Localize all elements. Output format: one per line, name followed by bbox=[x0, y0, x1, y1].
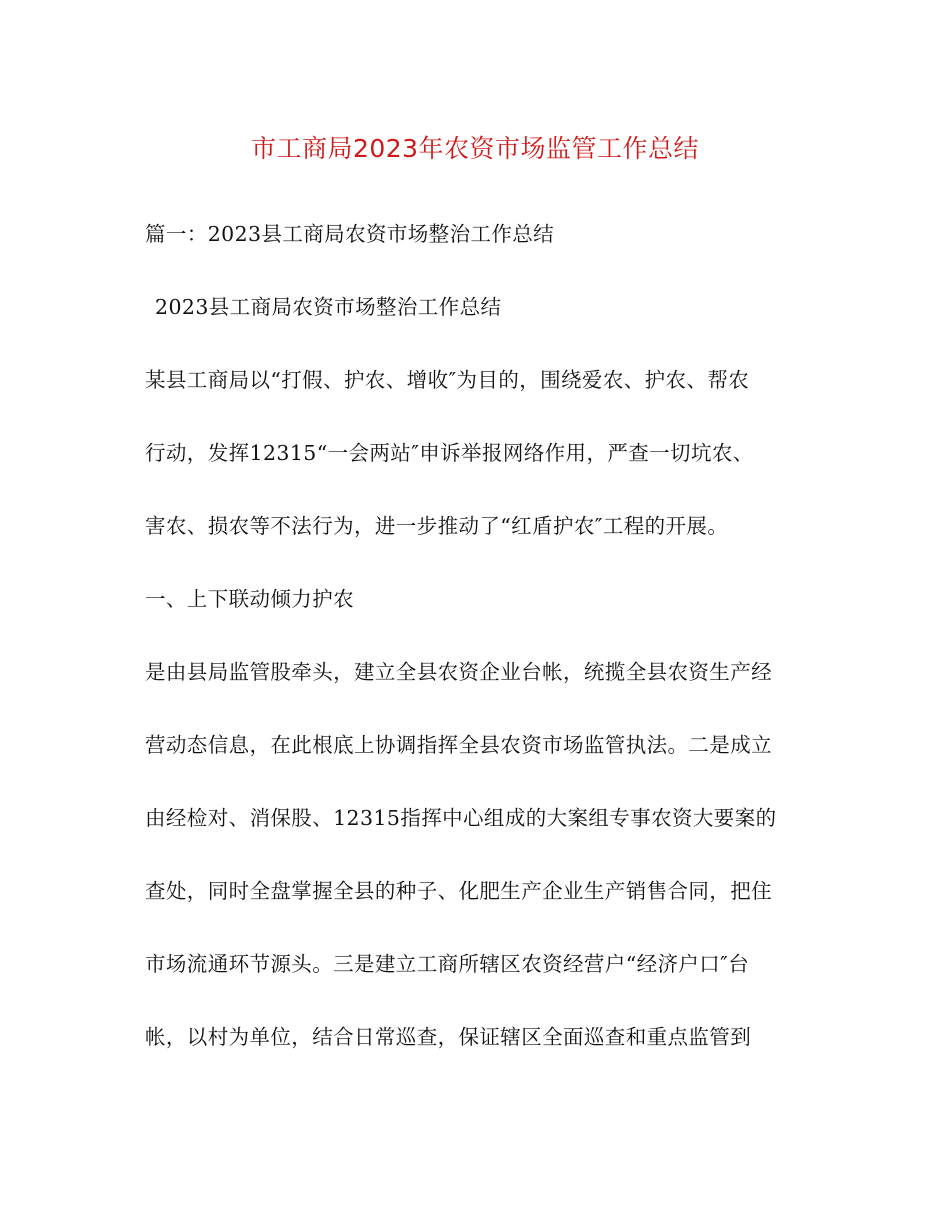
paragraph-line: 帐，以村为单位，结合日常巡查，保证辖区全面巡查和重点监管到 bbox=[145, 1025, 752, 1049]
paragraph-line: 营动态信息，在此根底上协调指挥全县农资市场监管执法。二是成立 bbox=[145, 733, 772, 757]
subheading: 2023县工商局农资市场整治工作总结 bbox=[155, 295, 502, 319]
paragraph-line: 是由县局监管股牵头，建立全县农资企业台帐，统揽全县农资生产经 bbox=[145, 660, 772, 684]
paragraph-line: 查处，同时全盘掌握全县的种子、化肥生产企业生产销售合同，把住 bbox=[145, 879, 772, 903]
paragraph-line: 市场流通环节源头。三是建立工商所辖区农资经营户“经济户口″台 bbox=[145, 952, 750, 976]
paragraph-line: 害农、损农等不法行为，进一步推动了“红盾护农″工程的开展。 bbox=[145, 514, 729, 538]
paragraph-line: 某县工商局以“打假、护农、增收″为目的，围绕爱农、护农、帮农 bbox=[145, 368, 750, 392]
paragraph-line: 行动，发挥12315“一会两站″申诉举报网络作用，严查一切坑农、 bbox=[145, 441, 754, 465]
section-heading-part-one: 篇一：2023县工商局农资市场整治工作总结 bbox=[145, 222, 555, 246]
section-heading: 一、上下联动倾力护农 bbox=[145, 587, 354, 611]
document-title: 市工商局2023年农资市场监管工作总结 bbox=[250, 134, 700, 163]
paragraph-line: 由经检对、消保股、12315指挥中心组成的大案组专事农资大要案的 bbox=[145, 806, 777, 830]
